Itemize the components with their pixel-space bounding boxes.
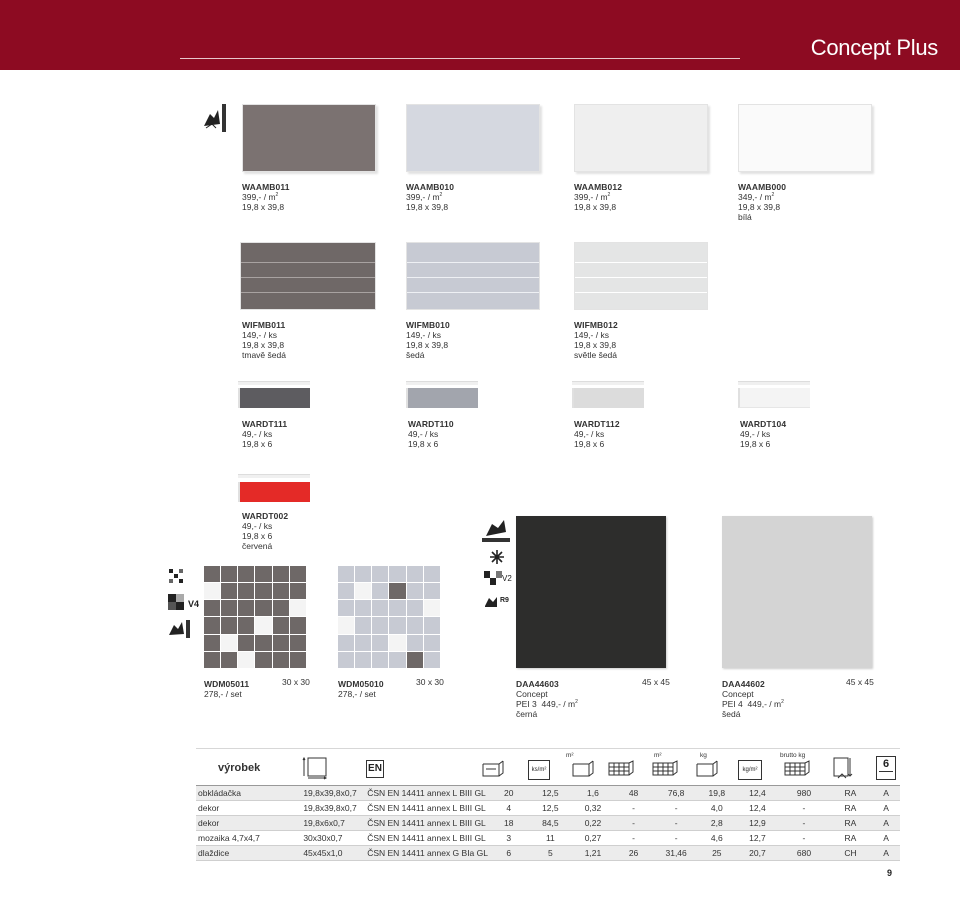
mosaic-chip [221, 617, 237, 633]
mosaic-chip [407, 566, 423, 582]
table-cell: 45x45x1,0 [301, 846, 365, 861]
table-cell: 4,6 [698, 831, 736, 846]
product-label-wardt110 [408, 419, 454, 449]
header-pcs-per-m2: ks/m² [528, 760, 550, 780]
table-cell: ČSN EN 14411 annex G BIa GL [365, 846, 490, 861]
product-label-wifmb012 [574, 320, 618, 360]
product-price: 149,- / ks [406, 330, 441, 340]
table-row [196, 801, 900, 816]
mosaic-chip [290, 652, 306, 668]
product-color: červená [242, 541, 273, 551]
mosaic-chip [407, 617, 423, 633]
mosaic-chip [290, 583, 306, 599]
mosaic-chip [238, 566, 254, 582]
mosaic-chip [290, 617, 306, 633]
mosaic-chip [255, 600, 271, 616]
product-price: 449,- / m [747, 699, 782, 709]
wall-tile-icon [168, 620, 190, 638]
mosaic-chip [338, 652, 354, 668]
tile-swatch-wifmb010 [406, 242, 540, 310]
product-size: 19,8 x 6 [242, 531, 273, 541]
tile-swatch-wifmb011 [240, 242, 376, 310]
product-price: 449,- / m [541, 699, 576, 709]
unit-sup: 2 [575, 699, 578, 705]
product-color: světle šedá [574, 350, 617, 360]
tile-swatch-wardt111 [238, 381, 310, 408]
mosaic-chip [355, 617, 371, 633]
mosaic-chip [355, 652, 371, 668]
table-cell: 2,8 [698, 816, 736, 831]
mosaic-chip [424, 600, 440, 616]
table-cell: A [872, 801, 900, 816]
mosaic-chip [424, 617, 440, 633]
product-color: černá [516, 709, 538, 719]
table-cell: 25 [698, 846, 736, 861]
tile-swatch-wardt002 [238, 474, 310, 502]
header-six: 6 [882, 758, 890, 770]
page-title: Concept Plus [810, 35, 938, 60]
v2-label: V2 [502, 574, 512, 583]
unit-sup: 2 [439, 192, 443, 198]
mosaic-chip [273, 566, 289, 582]
header-kg-per-m2: kg/m² [738, 760, 762, 780]
mosaic-chip [407, 652, 423, 668]
header-en: EN [366, 760, 384, 778]
product-code: WARDT112 [574, 419, 620, 429]
mosaic-chip [338, 600, 354, 616]
product-label-wifmb010 [406, 320, 450, 360]
pallet-area-icon [652, 760, 678, 778]
mosaic-chip [238, 600, 254, 616]
table-cell: 12,4 [736, 786, 780, 801]
table-cell: A [872, 786, 900, 801]
product-price: 149,- / ks [574, 330, 609, 340]
product-label-daa44602 [722, 679, 784, 719]
product-size: 19,8 x 39,8 [574, 202, 617, 212]
box-weight-icon [696, 760, 718, 778]
product-code: WARDT104 [740, 419, 787, 429]
mosaic-chip [389, 617, 405, 633]
mosaic-chip [273, 617, 289, 633]
page-number: 9 [886, 868, 892, 878]
table-cell: RA [829, 786, 873, 801]
mosaic-chip [372, 652, 388, 668]
product-dimension: 30 x 30 [282, 677, 310, 687]
mosaic-chip [407, 600, 423, 616]
box-area-icon [572, 760, 594, 778]
table-cell: 20,7 [736, 846, 780, 861]
table-cell: 0,27 [573, 831, 613, 846]
mosaic-chip [221, 600, 237, 616]
product-code: WAAMB000 [738, 182, 787, 192]
product-color: šedá [406, 350, 425, 360]
rectified-icon [832, 756, 856, 780]
table-cell: A [872, 831, 900, 846]
mosaic-chip [273, 583, 289, 599]
table-row [196, 786, 900, 801]
tile-swatch-daa44602 [722, 516, 872, 668]
product-code: WARDT111 [242, 419, 288, 429]
product-code: WIFMB012 [574, 320, 618, 330]
mosaic-chip [355, 635, 371, 651]
product-price: 49,- / ks [574, 429, 605, 439]
mosaic-chip [290, 635, 306, 651]
product-dimension: 45 x 45 [642, 677, 670, 687]
tile-swatch-waamb012 [574, 104, 708, 172]
abrasion-v2-icon [484, 571, 502, 585]
mosaic-chip [255, 635, 271, 651]
product-price: 399,- / m [242, 192, 276, 202]
product-price: 399,- / m [574, 192, 608, 202]
product-label-daa44603 [516, 679, 578, 719]
mosaic-swatch-wdm05010 [338, 566, 440, 668]
mosaic-chip [290, 600, 306, 616]
product-size: 19,8 x 6 [408, 439, 439, 449]
table-cell: 11 [528, 831, 574, 846]
unit-sup: 2 [771, 192, 775, 198]
table-cell: 31,46 [654, 846, 698, 861]
table-cell: - [654, 816, 698, 831]
product-size: 19,8 x 6 [574, 439, 605, 449]
table-cell: dekor [196, 801, 301, 816]
table-cell: 12,5 [528, 786, 574, 801]
product-label-waamb011 [242, 182, 290, 212]
table-cell: 12,4 [736, 801, 780, 816]
product-code: WAAMB010 [406, 182, 455, 192]
product-size: 19,8 x 39,8 [574, 340, 617, 350]
mosaic-swatch-wdm05011 [204, 566, 306, 668]
mosaic-chip [389, 600, 405, 616]
mosaic-chip [255, 583, 271, 599]
product-size: 19,8 x 6 [242, 439, 273, 449]
product-code: WAAMB012 [574, 182, 623, 192]
mosaic-small-icon [168, 568, 184, 584]
tile-swatch-daa44603 [516, 516, 666, 668]
mosaic-chip [221, 635, 237, 651]
mosaic-chip [389, 583, 405, 599]
mosaic-chip [372, 617, 388, 633]
table-cell: RA [829, 831, 873, 846]
table-cell: - [613, 816, 655, 831]
grade-class-bar [879, 771, 893, 778]
mosaic-chip [372, 566, 388, 582]
product-size: 19,8 x 6 [740, 439, 771, 449]
product-collection: Concept [722, 689, 754, 699]
tile-swatch-waamb010 [406, 104, 540, 172]
table-cell: 19,8x39,8x0,7 [301, 801, 365, 816]
product-price: 49,- / ks [242, 429, 273, 439]
table-cell: obkládačka [196, 786, 301, 801]
tile-swatch-wardt110 [406, 381, 478, 408]
table-cell: - [779, 831, 828, 846]
table-cell: 20 [490, 786, 528, 801]
pallet-icon [608, 760, 634, 778]
table-cell: - [779, 816, 828, 831]
unit-sup: 2 [607, 192, 611, 198]
tile-swatch-wifmb012 [574, 242, 708, 310]
table-cell: 3 [490, 831, 528, 846]
table-cell: - [654, 831, 698, 846]
mosaic-chip [389, 652, 405, 668]
table-cell: 18 [490, 816, 528, 831]
table-cell: - [613, 831, 655, 846]
mosaic-chip [355, 583, 371, 599]
tile-swatch-waamb011 [242, 104, 376, 172]
tile-swatch-waamb000 [738, 104, 872, 172]
product-dimension: 30 x 30 [416, 677, 444, 687]
table-cell: dlaždice [196, 846, 301, 861]
table-cell: 0,32 [573, 801, 613, 816]
table-cell: 5 [528, 846, 574, 861]
product-collection: Concept [516, 689, 548, 699]
mosaic-chip [355, 566, 371, 582]
mosaic-chip [238, 652, 254, 668]
product-price: 399,- / m [406, 192, 440, 202]
mosaic-chip [372, 583, 388, 599]
product-price: 349,- / m [738, 192, 772, 202]
header-m2: m² [566, 752, 574, 759]
table-cell: 19,8x6x0,7 [301, 816, 365, 831]
mosaic-chip [204, 600, 220, 616]
table-cell: RA [829, 816, 873, 831]
product-label-wifmb011 [242, 320, 286, 360]
floor-tile-icon [482, 518, 510, 544]
product-color: tmavě šedá [242, 350, 286, 360]
table-cell: 4 [490, 801, 528, 816]
table-cell: 1,6 [573, 786, 613, 801]
mosaic-chip [255, 652, 271, 668]
dimension-icon [302, 756, 328, 780]
mosaic-chip [424, 566, 440, 582]
table-row [196, 846, 900, 861]
table-cell: ČSN EN 14411 annex L BIII GL [365, 816, 490, 831]
mosaic-chip [204, 566, 220, 582]
product-size: 19,8 x 39,8 [242, 340, 285, 350]
spec-table [196, 786, 900, 861]
table-cell: CH [829, 846, 873, 861]
mosaic-chip [372, 635, 388, 651]
table-cell: 76,8 [654, 786, 698, 801]
mosaic-chip [424, 635, 440, 651]
table-cell: ČSN EN 14411 annex L BIII GL [365, 831, 490, 846]
mosaic-chip [238, 583, 254, 599]
product-label-wardt104 [740, 419, 786, 449]
header-brutto: brutto kg [780, 752, 806, 759]
table-cell: - [779, 801, 828, 816]
table-cell: - [613, 801, 655, 816]
product-code: WARDT110 [408, 419, 454, 429]
wall-tile-icon [202, 104, 226, 132]
table-cell: ČSN EN 14411 annex L BIII GL [365, 786, 490, 801]
header-kg: kg [700, 752, 707, 759]
mosaic-chip [338, 583, 354, 599]
mosaic-chip [424, 583, 440, 599]
table-cell: dekor [196, 816, 301, 831]
product-code: WARDT002 [242, 511, 289, 521]
header-m2-pallet: m² [654, 752, 662, 759]
product-code: WAAMB011 [242, 182, 290, 192]
product-label-wardt112 [574, 419, 620, 449]
product-label-wdm05011 [204, 679, 249, 699]
tile-swatch-wardt112 [572, 381, 644, 408]
table-cell: ČSN EN 14411 annex L BIII GL [365, 801, 490, 816]
product-label-waamb010 [406, 182, 454, 212]
mosaic-chip [338, 635, 354, 651]
table-cell: RA [829, 801, 873, 816]
product-code: WDM05010 [338, 679, 384, 689]
product-code: DAA44602 [722, 679, 765, 689]
product-price: 49,- / ks [740, 429, 771, 439]
product-code: WIFMB010 [406, 320, 450, 330]
v4-label: V4 [188, 599, 200, 609]
tile-swatch-wardt104 [738, 381, 810, 408]
mosaic-chip [338, 617, 354, 633]
mosaic-chip [389, 566, 405, 582]
table-cell: 26 [613, 846, 655, 861]
product-price: 49,- / ks [242, 521, 273, 531]
table-cell: 48 [613, 786, 655, 801]
product-code: WDM05011 [204, 679, 250, 689]
mosaic-chip [238, 617, 254, 633]
product-dimension: 45 x 45 [846, 677, 874, 687]
r9-label: R9 [500, 597, 509, 604]
mosaic-chip [255, 566, 271, 582]
product-code: WIFMB011 [242, 320, 286, 330]
product-price: 278,- / set [338, 689, 376, 699]
product-price: 278,- / set [204, 689, 242, 699]
table-cell: A [872, 846, 900, 861]
mosaic-chip [424, 652, 440, 668]
table-cell: 680 [779, 846, 828, 861]
product-label-wardt002 [242, 511, 288, 551]
product-code: DAA44603 [516, 679, 559, 689]
mosaic-chip [238, 635, 254, 651]
table-cell: 12,9 [736, 816, 780, 831]
product-label-waamb000 [738, 182, 786, 222]
table-cell: 19,8 [698, 786, 736, 801]
table-row [196, 831, 900, 846]
mosaic-chip [355, 600, 371, 616]
mosaic-chip [204, 583, 220, 599]
mosaic-chip [273, 652, 289, 668]
product-size: 19,8 x 39,8 [738, 202, 781, 212]
mosaic-chip [221, 652, 237, 668]
table-cell: 6 [490, 846, 528, 861]
box-icon [482, 760, 504, 778]
mosaic-chip [204, 617, 220, 633]
table-cell: 12,5 [528, 801, 574, 816]
product-color: šedá [722, 709, 741, 719]
table-cell: 30x30x0,7 [301, 831, 365, 846]
product-size: 19,8 x 39,8 [242, 202, 285, 212]
table-cell: 19,8x39,8x0,7 [301, 786, 365, 801]
product-label-wardt111 [242, 419, 287, 449]
mosaic-chip [221, 583, 237, 599]
table-cell: 4,0 [698, 801, 736, 816]
mosaic-chip [389, 635, 405, 651]
mosaic-chip [204, 652, 220, 668]
product-color: bílá [738, 212, 752, 222]
table-cell: A [872, 816, 900, 831]
unit-sup: 2 [275, 192, 279, 198]
mosaic-chip [273, 600, 289, 616]
header-product: výrobek [218, 762, 261, 774]
mosaic-chip [407, 635, 423, 651]
table-row [196, 816, 900, 831]
product-label-waamb012 [574, 182, 622, 212]
table-cell: - [654, 801, 698, 816]
product-size: 19,8 x 39,8 [406, 340, 449, 350]
header-divider [180, 58, 740, 59]
pallet-weight-icon [784, 760, 810, 778]
mosaic-chip [204, 635, 220, 651]
mosaic-chip [372, 600, 388, 616]
mosaic-chip [273, 635, 289, 651]
table-cell: 980 [779, 786, 828, 801]
anti-slip-r9-icon [484, 595, 498, 607]
table-cell: 1,21 [573, 846, 613, 861]
mosaic-chip [290, 566, 306, 582]
unit-sup: 2 [781, 699, 784, 705]
table-cell: 0,22 [573, 816, 613, 831]
frost-resistant-icon [490, 550, 504, 564]
product-price: 149,- / ks [242, 330, 277, 340]
product-size: 19,8 x 39,8 [406, 202, 449, 212]
product-pei: PEI 3 [516, 699, 537, 709]
mosaic-chip [338, 566, 354, 582]
mosaic-chip [221, 566, 237, 582]
product-price: 49,- / ks [408, 429, 439, 439]
table-cell: 12,7 [736, 831, 780, 846]
product-label-wdm05010 [338, 679, 384, 699]
grade-class-icon [876, 756, 896, 780]
table-cell: mozaika 4,7x4,7 [196, 831, 301, 846]
product-pei: PEI 4 [722, 699, 743, 709]
mosaic-chip [255, 617, 271, 633]
mosaic-chip [407, 583, 423, 599]
table-cell: 84,5 [528, 816, 574, 831]
